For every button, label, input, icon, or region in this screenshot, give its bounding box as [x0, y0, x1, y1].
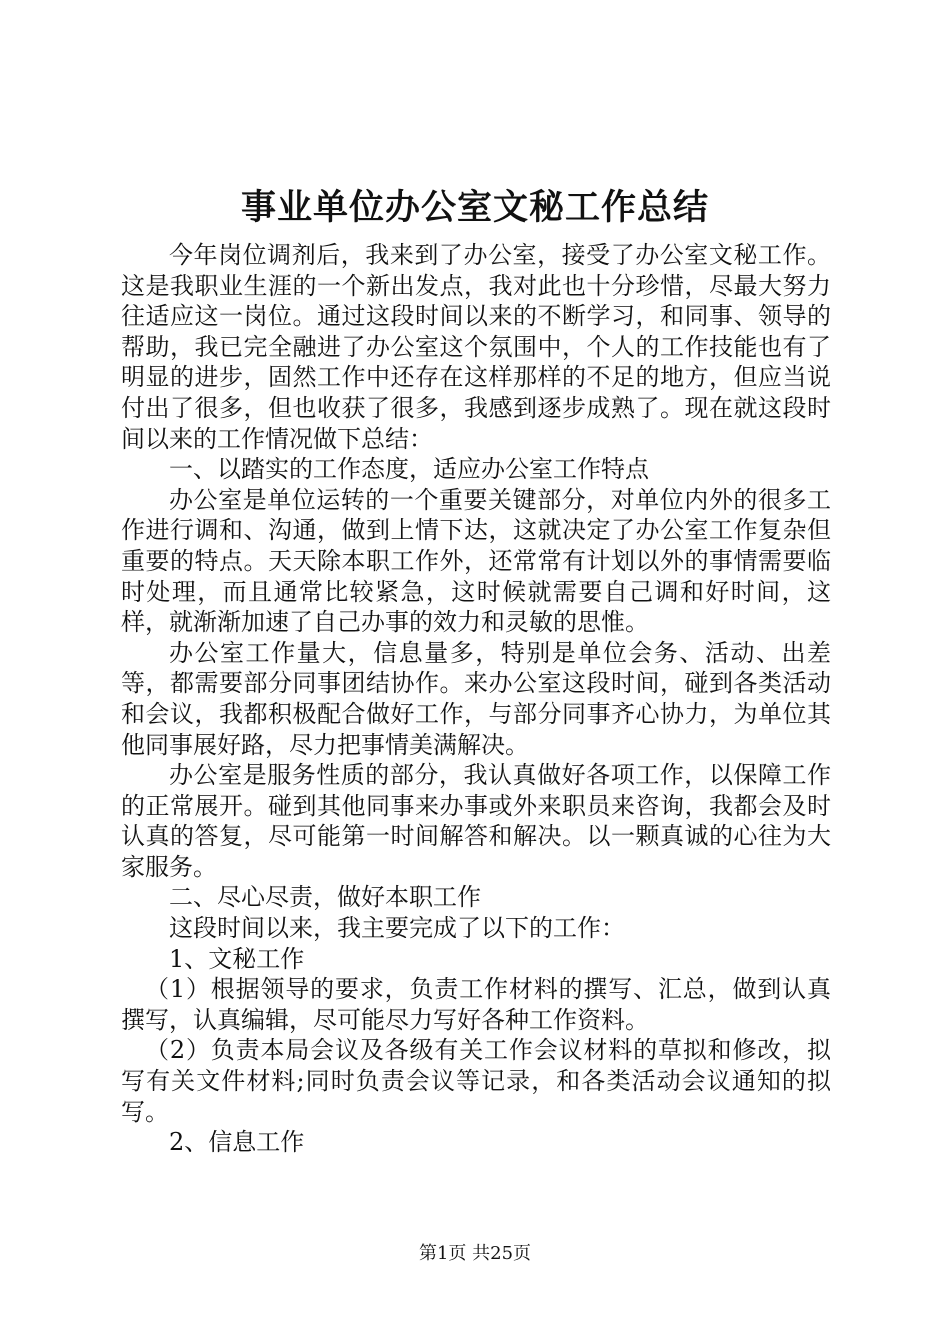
paragraph: 办公室工作量大，信息量多，特别是单位会务、活动、出差等，都需要部分同事团结协作。来办公室这段时间，碰到各类活动和会议，我都积极配合做好工作，与部分同事齐心协力，为单位其他同事展好路，尽力把事情美满解决。	[121, 638, 831, 759]
section-heading-2: 二、尽心尽责，做好本职工作	[169, 883, 481, 912]
paragraph: 办公室是单位运转的一个重要关键部分，对单位内外的很多工作进行调和、沟通，做到上情下达，这就决定了办公室工作复杂但重要的特点。天天除本职工作外，还常常有计划以外的事情需要临时处理，而且通常比较紧急，这时候就需要自己调和好时间，这样，就渐渐加速了自己办事的效力和灵敏的思惟。	[121, 485, 831, 637]
paragraph: 办公室是服务性质的部分，我认真做好各项工作，以保障工作的正常展开。碰到其他同事来办事或外来职员来咨询，我都会及时认真的答复，尽可能第一时间解答和解决。以一颗真诚的心往为大家服务。	[121, 761, 831, 881]
paragraph-intro: 今年岗位调剂后，我来到了办公室，接受了办公室文秘工作。这是我职业生涯的一个新出发点，我对此也十分珍惜，尽最大努力往适应这一岗位。通过这段时间以来的不断学习，和同事、领导的帮助，我已完全融进了办公室这个氛围中，个人的工作技能也有了明显的进步，固然工作中还存在这样那样的不足的地方，但应当说付出了很多，但也收获了很多，我感到逐步成熟了。现在就这段时间以来的工作情况做下总结：	[121, 241, 831, 453]
list-item: （2）负责本局会议及各级有关工作会议材料的草拟和修改，拟写有关文件材料;同时负责会议等记录，和各类活动会议通知的拟写。	[121, 1036, 831, 1126]
subsection-heading-1: 1、文秘工作	[169, 944, 305, 973]
document-title: 事业单位办公室文秘工作总结	[240, 187, 709, 228]
paragraph: 这段时间以来，我主要完成了以下的工作：	[169, 914, 625, 943]
subsection-heading-2: 2、信息工作	[169, 1128, 305, 1157]
page-number-footer: 第1页 共25页	[418, 1243, 532, 1264]
section-heading-1: 一、以踏实的工作态度，适应办公室工作特点	[169, 455, 649, 484]
list-item: （1）根据领导的要求，负责工作材料的撰写、汇总，做到认真撰写，认真编辑，尽可能尽力写好各种工作资料。	[121, 975, 831, 1034]
document-body	[121, 240, 831, 1158]
